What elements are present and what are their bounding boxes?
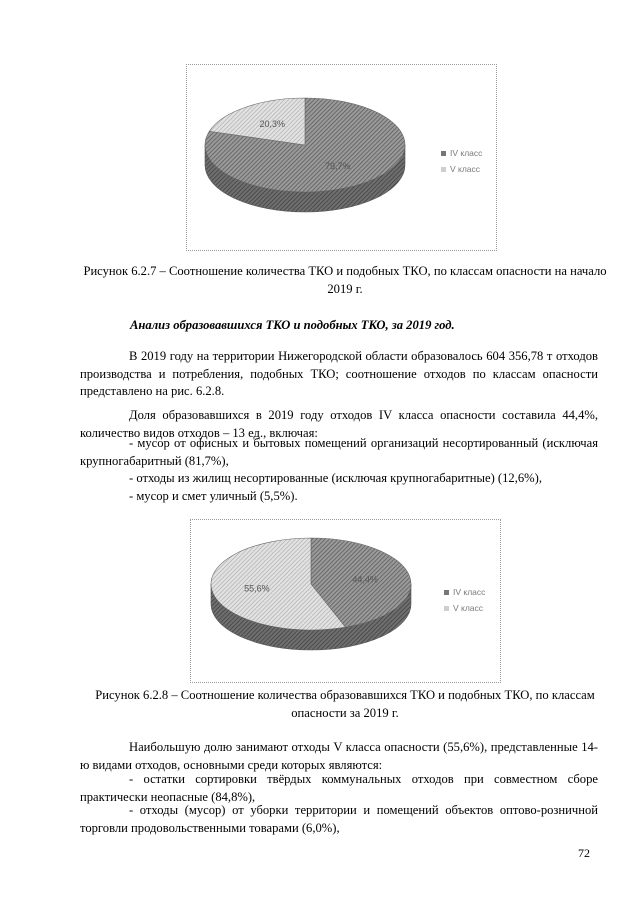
legend-label: IV класс xyxy=(450,148,483,158)
paragraph: Доля образовавшихся в 2019 году отходов IV класса опасности составила 44,4%, количество видов отходов – 13 ед., включая: xyxy=(80,408,598,440)
legend-label: V класс xyxy=(450,164,481,174)
legend-swatch xyxy=(444,590,449,595)
list-item: - отходы из жилищ несортированные (исключая крупногабаритные) (12,6%), xyxy=(129,471,542,485)
pie-data-label: 44,4% xyxy=(352,574,378,585)
legend-swatch xyxy=(441,167,446,172)
legend-swatch xyxy=(444,606,449,611)
list-item: - остатки сортировки твёрдых коммунальных отходов при совместном сборе практически неопасные (84,8%), xyxy=(80,772,598,804)
figure-caption-1: Рисунок 6.2.7 – Соотношение количества ТКО и подобных ТКО, по классам опасности на начало 2019 г. xyxy=(83,264,607,296)
legend-item xyxy=(444,600,485,616)
list-item: - отходы (мусор) от уборки территории и помещений объектов оптово-розничной торговли продовольственными товарами (6,0%), xyxy=(80,803,598,835)
pie-data-label: 55,6% xyxy=(244,583,270,594)
paragraph: Наибольшую долю занимают отходы V класса опасности (55,6%), представленные 14-ю видами отходов, основными среди которых являются: xyxy=(80,740,598,772)
list-item: - мусор от офисных и бытовых помещений организаций несортированный (исключая крупногабаритный (81,7%), xyxy=(80,436,598,468)
legend-item xyxy=(441,145,482,161)
legend-item xyxy=(441,161,482,177)
legend-label: V класс xyxy=(453,603,484,613)
pie-data-label: 20,3% xyxy=(259,119,286,130)
figure-6-2-7 xyxy=(186,64,497,251)
list-item: - мусор и смет уличный (5,5%). xyxy=(129,489,298,503)
figure-6-2-8 xyxy=(190,519,501,683)
legend-label: IV класс xyxy=(453,587,486,597)
page-number: 72 xyxy=(578,846,590,860)
pie-data-label: 79,7% xyxy=(324,160,351,171)
legend-swatch xyxy=(441,151,446,156)
legend-item xyxy=(444,584,485,600)
section-heading: Анализ образовавшихся ТКО и подобных ТКО, за 2019 год. xyxy=(130,318,455,332)
figure-caption-2: Рисунок 6.2.8 – Соотношение количества образовавшихся ТКО и подобных ТКО, по классам опасности за 2019 г. xyxy=(95,688,595,720)
chart-legend-1 xyxy=(441,145,482,177)
paragraph: В 2019 году на территории Нижегородской области образовалось 604 356,78 т отходов производства и потребления, подобных ТКО; соотношение отходов по классам опасности представлено на рис. 6.2.8. xyxy=(80,349,598,398)
chart-legend-2 xyxy=(444,584,485,616)
